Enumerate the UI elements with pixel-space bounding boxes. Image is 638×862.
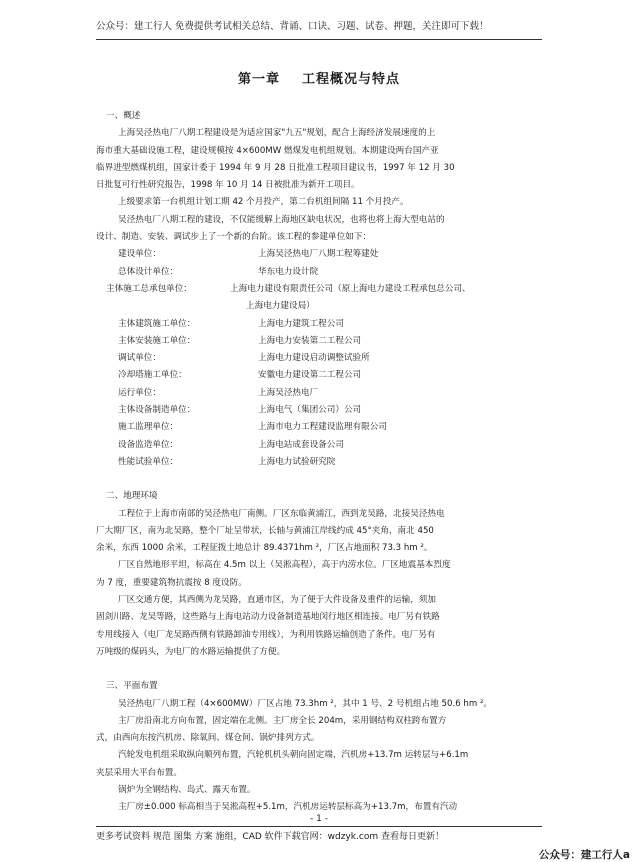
unit-name: 上海吴泾热电厂八期工程筹建处 xyxy=(258,249,379,260)
chapter-number: 第一章 xyxy=(237,72,280,87)
paragraph-line: 厂大期厂区，南为北吴路，整个厂址呈带状，长轴与黄浦江岸线约成 45°夹角，南北 450 xyxy=(96,525,434,536)
unit-role: 运行单位： xyxy=(118,387,161,398)
paragraph-line: 主厂房沿南北方向布置，固定端在北侧。主厂房全长 204m，采用钢结构双柱跨布置方 xyxy=(118,715,447,726)
unit-row xyxy=(96,281,546,298)
paragraph-line: 设计、制造、安装、调试步上了一个新的台阶。该工程的参建单位如下： xyxy=(96,232,372,243)
paragraph-line: 临界进型燃煤机组，国家计委于 1994 年 9 月 28 日批准工程项目建议书，1997 年 12 月 30 xyxy=(96,162,455,173)
unit-role: 总体设计单位： xyxy=(118,266,179,277)
chapter-name: 工程概况与特点 xyxy=(302,72,401,87)
unit-name: 上海市电力工程建设监理有限公司 xyxy=(258,422,387,433)
paragraph-line: 吴泾热电厂八期工程（4×600MW）厂区占地 73.3hm ²，其中 1 号、2 号机组占地 50.6 hm ²。 xyxy=(118,698,493,709)
paragraph-line: 日批复可行性研究报告，1998 年 10 月 14 日被批准为新开工项目。 xyxy=(96,180,360,191)
paragraph-line: 主厂房±0.000 标高相当于吴淞高程+5.1m，汽机房运转层标高为+13.7m，布置有汽动 xyxy=(118,802,458,813)
unit-name: 安徽电力建设第二工程公司 xyxy=(258,370,362,381)
unit-role: 主体施工总承包单位： xyxy=(106,283,192,294)
unit-name: 上海吴泾热电厂 xyxy=(258,387,319,398)
paragraph-line: 夹层采用大平台布置。 xyxy=(96,767,182,778)
footer-text: 更多考试资料 规范 图集 方案 施组，CAD 软件下载官网：wdzyk.com 查看每日更新！ xyxy=(96,832,444,842)
footer-divider xyxy=(96,826,542,827)
unit-role: 性能试验单位： xyxy=(118,456,179,467)
unit-row xyxy=(96,264,546,281)
watermark: 公众号：建工行人a xyxy=(538,849,630,861)
unit-role: 建设单位： xyxy=(118,249,161,260)
unit-name: 华东电力设计院 xyxy=(258,266,319,277)
unit-row xyxy=(96,385,546,402)
unit-row-continued xyxy=(96,298,546,315)
unit-role: 调试单位： xyxy=(118,353,161,364)
chapter-title xyxy=(0,68,638,87)
paragraph-line: 上海吴泾热电厂八期工程建设是为适应国家"九五"规划，配合上海经济发展速度的上 xyxy=(118,128,436,139)
unit-name: 上海电力建设启动调整试验所 xyxy=(258,353,370,364)
paragraph-line: 汽轮发电机组采取纵向顺列布置，汽轮机机头朝向固定端，汽机房+13.7m 运转层与+6.1m xyxy=(118,750,469,761)
header-notice: 公众号：建工行人 免费提供考试相关总结、背诵、口诀、习题、试卷、押题，关注即可下载！ xyxy=(96,21,489,32)
paragraph-line: 万吨级的煤码头，为电厂的水路运输提供了方便。 xyxy=(96,646,286,657)
unit-name: 上海电气（集团公司）公司 xyxy=(258,405,362,416)
paragraph-line: 式，由西向东按汽机房、除氧间、煤仓间、锅炉排列方式。 xyxy=(96,733,320,744)
paragraph-line: 上级要求第一台机组计划工期 42 个月投产，第二台机组间隔 11 个月投产。 xyxy=(118,197,409,208)
paragraph-line: 海市重大基础设施工程，建设规模按 4×600MW 燃煤发电机组规划。本期建设两台国产亚 xyxy=(96,145,439,156)
unit-name: 上海电力建筑工程公司 xyxy=(258,318,344,329)
unit-row xyxy=(96,367,546,384)
header-divider xyxy=(96,39,542,40)
unit-role: 主体安装施工单位： xyxy=(118,335,196,346)
unit-row xyxy=(96,333,546,350)
unit-row xyxy=(96,246,546,263)
unit-name: 上海电力安装第二工程公司 xyxy=(258,335,362,346)
unit-row xyxy=(96,454,546,471)
paragraph-line: 固剑川路、龙吴等路，这些路与上海电站动力设备制造基地闵行地区相连接。电厂另有铁路 xyxy=(96,612,440,623)
section-heading: 二、地理环境 xyxy=(106,491,158,502)
paragraph-line: 厂区交通方便，其西侧为龙吴路，直通市区，为了便于大件设备及重件的运输，须加 xyxy=(118,595,436,606)
paragraph-line: 厂区自然地形平坦，标高在 4.5m 以上（吴淞高程），高于内涝水位。厂区地震基本烈度 xyxy=(118,560,451,571)
paragraph-line: 为 7 度，重要建筑物抗震按 8 度设防。 xyxy=(96,577,247,588)
unit-name: 上海电站成套设备公司 xyxy=(258,439,344,450)
paragraph-line: 吴泾热电厂八期工程的建设，不仅能缓解上海地区缺电状况，也将也将上海大型电站的 xyxy=(118,214,445,225)
paragraph-line: 专用线接入（电厂龙吴路西侧有铁路卸油专用线），为利用铁路运输创造了条件。电厂另有 xyxy=(96,629,436,640)
section-heading: 三、平面布置 xyxy=(106,681,158,692)
page-number: - 1 - xyxy=(310,814,328,824)
document-body xyxy=(96,104,546,817)
unit-name: 上海电力建设有限责任公司（原上海电力建设工程承包总公司、 xyxy=(230,283,471,294)
unit-role: 冷却塔施工单位： xyxy=(118,370,187,381)
unit-row xyxy=(96,350,546,367)
section-heading: 一、概述 xyxy=(106,111,141,121)
paragraph-line: 余米，东西 1000 余米，工程征拨土地总计 89.4371hm ²，厂区占地面积 73.3 hm ²。 xyxy=(96,543,433,554)
unit-role: 设备监造单位： xyxy=(118,439,179,450)
unit-name: 上海电力建设局） xyxy=(246,301,315,312)
paragraph-line: 锅炉为全钢结构、岛式、露天布置。 xyxy=(118,784,256,795)
unit-row xyxy=(96,419,546,436)
unit-name: 上海电力试验研究院 xyxy=(258,456,336,467)
unit-role: 主体设备制造单位： xyxy=(118,405,196,416)
paragraph-line: 工程位于上海市南部的吴泾热电厂南侧。厂区东临黄浦江，西到龙吴路，北接吴泾热电 xyxy=(118,508,445,519)
unit-role: 施工监理单位： xyxy=(118,422,179,433)
unit-row xyxy=(96,437,546,454)
unit-row xyxy=(96,316,546,333)
unit-role: 主体建筑施工单位： xyxy=(118,318,196,329)
unit-row xyxy=(96,402,546,419)
